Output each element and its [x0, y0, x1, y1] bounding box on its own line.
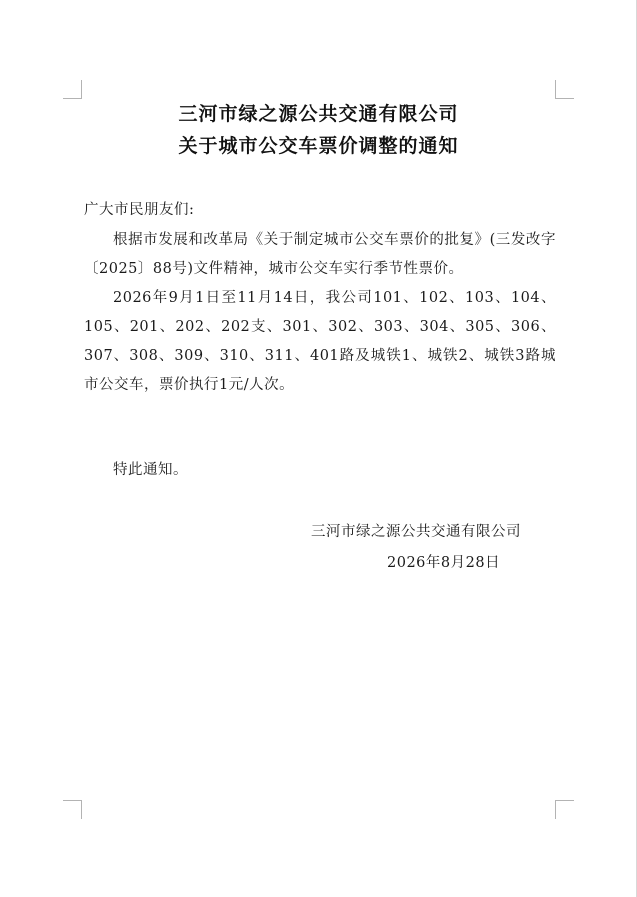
- issue-date: 2026年8月28日: [387, 555, 501, 571]
- closing-remark: 特此通知。: [113, 462, 188, 478]
- crop-mark-bottom-right: [555, 800, 574, 819]
- document-title-line-2: 关于城市公交车票价调整的通知: [178, 135, 459, 157]
- body-paragraph: 2026年9月1日至11月14日，我公司101、102、103、104、105、201、202、202支、301、302、303、304、305、306、307、308、309、310、311、401路及城铁1、城铁2、城铁3路城市公交车，票价执行1元/人次。: [84, 290, 556, 393]
- body-paragraph: 根据市发展和改革局《关于制定城市公交车票价的批复》(三发改字〔2025〕88号)文件精神，城市公交车实行季节性票价。: [84, 232, 556, 277]
- signer-organization: 三河市绿之源公共交通有限公司: [311, 524, 521, 540]
- crop-mark-top-left: [63, 80, 82, 99]
- body-text: [84, 226, 556, 400]
- document-title-line-1: 三河市绿之源公共交通有限公司: [178, 103, 459, 125]
- salutation: 广大市民朋友们:: [84, 202, 195, 218]
- crop-mark-bottom-left: [63, 800, 82, 819]
- crop-mark-top-right: [555, 80, 574, 99]
